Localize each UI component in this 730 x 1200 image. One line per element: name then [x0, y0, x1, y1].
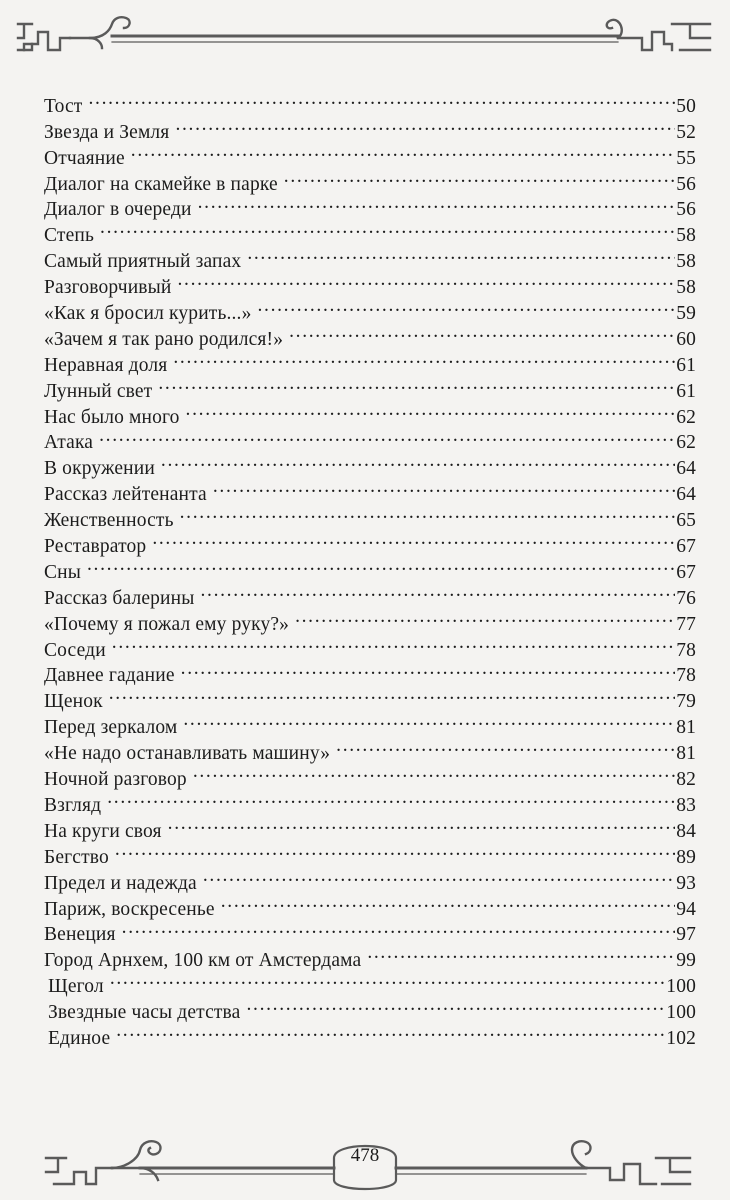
- toc-entry-title: Рассказ балерины: [44, 587, 195, 609]
- toc-entry-page: 61: [676, 380, 696, 402]
- dot-leader: [289, 319, 675, 345]
- toc-entry-page: 64: [676, 484, 696, 506]
- dot-leader: [336, 733, 675, 759]
- toc-entry-title: Лунный свет: [44, 380, 153, 402]
- toc-entry-title: Предел и надежда: [44, 872, 197, 894]
- toc-entry-title: Бегство: [44, 846, 109, 868]
- toc-entry: [44, 863, 696, 894]
- dot-leader: [110, 966, 665, 992]
- toc-entry: [44, 112, 696, 143]
- dot-leader: [99, 423, 675, 449]
- dot-leader: [178, 267, 676, 293]
- dot-leader: [181, 656, 676, 682]
- dot-leader: [116, 1018, 665, 1044]
- dot-leader: [200, 578, 675, 604]
- dot-leader: [152, 526, 675, 552]
- page-number: 478: [350, 1145, 380, 1166]
- toc-entry-title: Перед зеркалом: [44, 717, 178, 739]
- dot-leader: [175, 112, 675, 138]
- toc-entry-title: Щенок: [44, 691, 103, 713]
- dot-leader: [158, 371, 675, 397]
- dot-leader: [115, 837, 675, 863]
- table-of-contents: [44, 86, 696, 1049]
- dot-leader: [246, 992, 665, 1018]
- toc-entry-title: Диалог на скамейке в парке: [44, 173, 278, 195]
- toc-entry-page: 50: [676, 95, 696, 117]
- toc-entry-title: «Почему я пожал ему руку?»: [44, 613, 290, 635]
- toc-entry-page: 52: [676, 121, 696, 143]
- toc-entry-title: Нас было много: [44, 406, 180, 428]
- toc-entry: [44, 215, 696, 247]
- toc-entry: [44, 423, 696, 454]
- toc-entry: [44, 138, 696, 169]
- dot-leader: [168, 811, 676, 837]
- toc-entry-page: 62: [676, 432, 696, 454]
- dot-leader: [193, 759, 675, 785]
- toc-entry-page: 79: [676, 691, 696, 713]
- dot-leader: [131, 138, 675, 164]
- toc-entry-title: Женственность: [44, 510, 174, 532]
- toc-entry-page: 102: [666, 1027, 696, 1049]
- dot-leader: [87, 552, 675, 578]
- toc-entry: [44, 837, 696, 868]
- toc-entry: [44, 630, 696, 661]
- toc-entry-page: 67: [676, 536, 696, 558]
- dot-leader: [88, 86, 675, 112]
- dot-leader: [112, 630, 675, 656]
- toc-entry: [44, 940, 696, 972]
- dot-leader: [295, 604, 675, 630]
- toc-entry-title: На круги своя: [44, 820, 162, 842]
- toc-entry-title: Реставратор: [44, 536, 147, 558]
- toc-entry-title: Рассказ лейтенанта: [44, 484, 207, 506]
- dot-leader: [198, 190, 676, 216]
- toc-entry-page: 81: [676, 743, 696, 765]
- toc-entry: [44, 681, 696, 713]
- dot-leader: [173, 345, 675, 371]
- toc-entry-page: 56: [676, 173, 696, 195]
- toc-entry-title: Степь: [44, 225, 95, 247]
- toc-entry-title: Разговорчивый: [44, 277, 172, 299]
- toc-entry-title: Отчаяние: [44, 147, 125, 169]
- dot-leader: [122, 915, 676, 941]
- toc-entry-page: 64: [676, 458, 696, 480]
- toc-entry-page: 81: [676, 717, 696, 739]
- toc-entry-title: Звездные часы детства: [48, 1002, 241, 1024]
- dot-leader: [107, 785, 675, 811]
- toc-entry-page: 82: [676, 769, 696, 791]
- toc-entry-title: «Зачем я так рано родился!»: [44, 328, 284, 350]
- toc-entry-title: Единое: [48, 1027, 111, 1049]
- toc-entry: [44, 1018, 696, 1049]
- toc-entry-page: 61: [676, 354, 696, 376]
- dot-leader: [186, 397, 676, 423]
- toc-entry-title: Ночной разговор: [44, 769, 187, 791]
- dot-leader: [203, 863, 675, 889]
- toc-entry-page: 65: [676, 510, 696, 532]
- dot-leader: [109, 681, 675, 707]
- toc-entry-title: «Не надо останавливать машину»: [44, 743, 331, 765]
- toc-entry-page: 77: [676, 613, 696, 635]
- dot-leader: [100, 215, 675, 241]
- toc-entry-page: 56: [676, 199, 696, 221]
- toc-entry: [44, 992, 696, 1024]
- toc-entry-title: Звезда и Земля: [44, 121, 170, 143]
- toc-entry-page: 100: [666, 976, 696, 998]
- toc-entry-page: 83: [676, 794, 696, 816]
- toc-entry-title: Сны: [44, 561, 81, 583]
- toc-entry-page: 76: [676, 587, 696, 609]
- toc-entry-page: 55: [676, 147, 696, 169]
- toc-entry: [44, 578, 696, 609]
- toc-entry-page: 62: [676, 406, 696, 428]
- toc-entry-page: 93: [676, 872, 696, 894]
- toc-entry-page: 58: [676, 251, 696, 273]
- toc-entry-title: Соседи: [44, 639, 106, 661]
- top-ornament-icon: [0, 10, 730, 60]
- toc-entry-title: «Как я бросил курить...»: [44, 303, 252, 325]
- toc-entry: [44, 707, 696, 739]
- toc-entry: [44, 86, 696, 117]
- dot-leader: [180, 500, 676, 526]
- dot-leader: [284, 164, 675, 190]
- toc-entry-title: Щегол: [48, 976, 104, 998]
- toc-entry-page: 84: [676, 820, 696, 842]
- toc-entry-page: 67: [676, 561, 696, 583]
- toc-entry-page: 58: [676, 277, 696, 299]
- toc-entry-title: Париж, воскресенье: [44, 898, 215, 920]
- toc-entry: [44, 656, 696, 687]
- toc-entry-page: 97: [676, 924, 696, 946]
- toc-entry-title: Неравная доля: [44, 354, 168, 376]
- dot-leader: [183, 707, 675, 733]
- toc-entry-title: Атака: [44, 432, 94, 454]
- toc-entry-title: Взгляд: [44, 794, 102, 816]
- toc-entry-title: Давнее гадание: [44, 665, 175, 687]
- dot-leader: [213, 474, 675, 500]
- toc-entry: [44, 164, 696, 195]
- toc-entry: [44, 448, 696, 480]
- dot-leader: [367, 940, 675, 966]
- toc-entry: [44, 811, 696, 842]
- dot-leader: [161, 448, 675, 474]
- toc-entry-page: 59: [676, 303, 696, 325]
- dot-leader: [247, 241, 675, 267]
- toc-entry-page: 99: [676, 950, 696, 972]
- dot-leader: [221, 889, 675, 915]
- toc-entry: [44, 552, 696, 583]
- toc-entry-title: Тост: [44, 95, 83, 117]
- toc-entry-title: В окружении: [44, 458, 155, 480]
- top-ornament: [0, 10, 730, 60]
- toc-entry-title: Диалог в очереди: [44, 199, 192, 221]
- dot-leader: [257, 293, 675, 319]
- toc-entry-page: 94: [676, 898, 696, 920]
- toc-entry: [44, 241, 696, 273]
- toc-entry-page: 58: [676, 225, 696, 247]
- toc-entry-title: Самый приятный запах: [44, 251, 242, 273]
- toc-entry-page: 89: [676, 846, 696, 868]
- toc-entry: [44, 785, 696, 816]
- toc-entry-page: 78: [676, 665, 696, 687]
- toc-entry: [44, 915, 696, 946]
- toc-entry-page: 100: [666, 1002, 696, 1024]
- toc-entry-title: Венеция: [44, 924, 116, 946]
- toc-entry-page: 60: [676, 328, 696, 350]
- toc-entry-page: 78: [676, 639, 696, 661]
- toc-entry-title: Город Арнхем, 100 км от Амстердама: [44, 950, 362, 972]
- toc-entry: [44, 966, 696, 998]
